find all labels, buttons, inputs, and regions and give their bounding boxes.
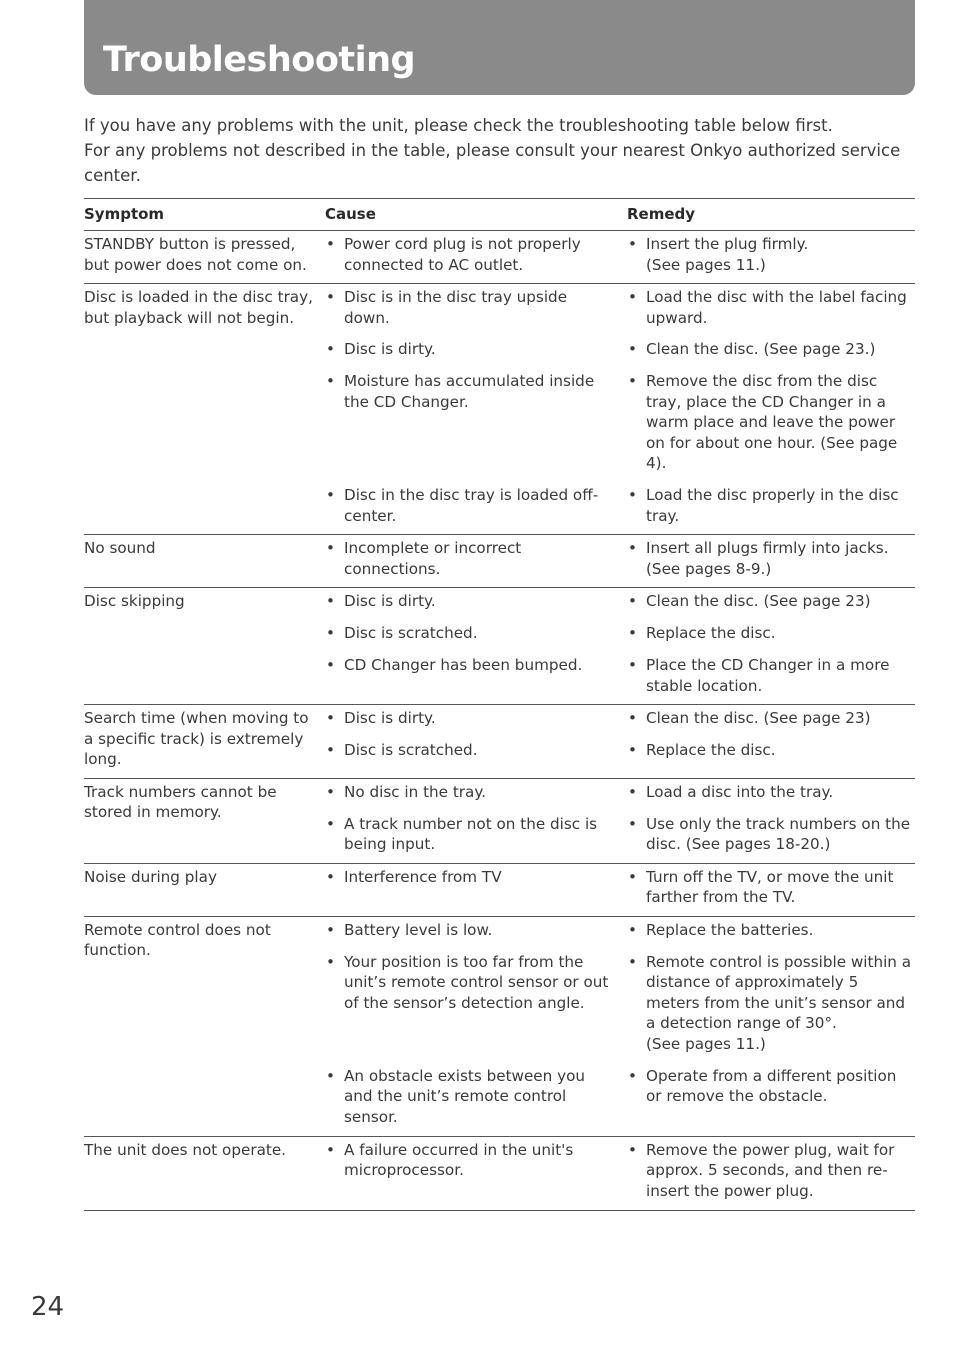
symptom-cell: Track numbers cannot be stored in memory. (84, 778, 325, 863)
remedy-cell (627, 1136, 915, 1210)
remedy-item: • Load the disc with the label facing upward. (627, 287, 915, 328)
cause-list (325, 1140, 627, 1202)
cause-item: • Battery level is low. (325, 920, 613, 941)
cause-item: • Disc in the disc tray is loaded off-center. (325, 485, 613, 526)
cause-cell (325, 863, 627, 916)
remedy-item: • Insert the plug firmly. (See pages 11.) (627, 234, 915, 275)
table-row (84, 863, 915, 916)
cause-item: • A failure occurred in the unit's microprocessor. (325, 1140, 613, 1202)
table-row (84, 1136, 915, 1210)
symptom-cell: Search time (when moving to a specific track) is extremely long. (84, 705, 325, 779)
remedy-item: • Remove the disc from the disc tray, place the CD Changer in a warm place and leave the power on for about one hour. (See page 4). (627, 371, 915, 474)
remedy-item: • Use only the track numbers on the disc. (See pages 18-20.) (627, 814, 915, 855)
remedy-list (627, 234, 915, 275)
remedy-item: • Remote control is possible within a distance of approximately 5 meters from the unit’s sensor and a detection range of 30°. (See pages 11.) (627, 952, 915, 1055)
cause-item: • Power cord plug is not properly connected to AC outlet. (325, 234, 613, 275)
troubleshooting-table (84, 198, 915, 1211)
remedy-item: • Insert all plugs firmly into jacks. (See pages 8-9.) (627, 538, 915, 579)
table-row (84, 284, 915, 535)
cause-item: • Your position is too far from the unit’s remote control sensor or out of the sensor’s detection angle. (325, 952, 613, 1055)
remedy-list (627, 867, 915, 908)
cause-cell (325, 916, 627, 1136)
symptom-cell: Disc skipping (84, 588, 325, 705)
cause-cell (325, 284, 627, 535)
cause-list (325, 287, 627, 526)
cause-item: • Disc is dirty. (325, 708, 613, 729)
remedy-list (627, 782, 915, 855)
column-header-symptom: Symptom (84, 199, 325, 231)
symptom-cell: STANDBY button is pressed, but power does not come on. (84, 231, 325, 284)
table-row (84, 535, 915, 588)
column-header-cause: Cause (325, 199, 627, 231)
remedy-item: • Replace the batteries. (627, 920, 915, 941)
table-body (84, 231, 915, 1211)
cause-cell (325, 535, 627, 588)
remedy-cell (627, 231, 915, 284)
symptom-cell: No sound (84, 535, 325, 588)
remedy-list (627, 920, 915, 1128)
remedy-cell (627, 705, 915, 779)
cause-list (325, 782, 627, 855)
cause-cell (325, 778, 627, 863)
remedy-item: • Remove the power plug, wait for approx. 5 seconds, and then re-insert the power plug. (627, 1140, 915, 1202)
remedy-item: • Place the CD Changer in a more stable location. (627, 655, 915, 696)
cause-item: • A track number not on the disc is being input. (325, 814, 613, 855)
cause-cell (325, 705, 627, 779)
cause-item: • No disc in the tray. (325, 782, 613, 803)
cause-cell (325, 231, 627, 284)
cause-item: • Disc is in the disc tray upside down. (325, 287, 613, 328)
remedy-cell (627, 284, 915, 535)
symptom-cell: The unit does not operate. (84, 1136, 325, 1210)
remedy-list (627, 1140, 915, 1202)
cause-cell (325, 588, 627, 705)
remedy-item: • Replace the disc. (627, 740, 915, 761)
cause-list (325, 867, 627, 908)
cause-item: • Disc is scratched. (325, 623, 613, 644)
remedy-list (627, 708, 915, 761)
table-row (84, 705, 915, 779)
cause-item: • An obstacle exists between you and the unit’s remote control sensor. (325, 1066, 613, 1128)
remedy-cell (627, 778, 915, 863)
remedy-list (627, 287, 915, 526)
symptom-cell: Noise during play (84, 863, 325, 916)
remedy-item: • Replace the disc. (627, 623, 915, 644)
remedy-cell (627, 916, 915, 1136)
cause-item: • Moisture has accumulated inside the CD Changer. (325, 371, 613, 474)
page-number: 24 (31, 1292, 65, 1322)
cause-item: • Interference from TV (325, 867, 613, 908)
page-title: Troubleshooting (103, 40, 416, 80)
table-row (84, 916, 915, 1136)
remedy-list (627, 538, 915, 579)
table-row (84, 588, 915, 705)
cause-item: • Incomplete or incorrect connections. (325, 538, 613, 579)
cause-item: • Disc is scratched. (325, 740, 613, 761)
remedy-cell (627, 863, 915, 916)
table-row (84, 231, 915, 284)
intro-text (84, 113, 914, 188)
remedy-item: • Operate from a different position or remove the obstacle. (627, 1066, 915, 1128)
table-row (84, 778, 915, 863)
remedy-item: • Clean the disc. (See page 23.) (627, 339, 915, 360)
cause-list (325, 708, 627, 761)
cause-item: • Disc is dirty. (325, 591, 613, 612)
remedy-item: • Turn off the TV, or move the unit farther from the TV. (627, 867, 915, 908)
symptom-cell: Remote control does not function. (84, 916, 325, 1136)
remedy-cell (627, 535, 915, 588)
cause-item: • CD Changer has been bumped. (325, 655, 613, 696)
cause-list (325, 234, 627, 275)
remedy-item: • Clean the disc. (See page 23) (627, 591, 915, 612)
intro-line-2: For any problems not described in the table, please consult your nearest Onkyo authorized service center. (84, 141, 901, 185)
header-row (84, 199, 915, 231)
cause-list (325, 538, 627, 579)
remedy-item: • Clean the disc. (See page 23) (627, 708, 915, 729)
column-header-remedy: Remedy (627, 199, 915, 231)
remedy-item: • Load a disc into the tray. (627, 782, 915, 803)
remedy-item: • Load the disc properly in the disc tray. (627, 485, 915, 526)
intro-line-1: If you have any problems with the unit, please check the troubleshooting table below first. (84, 116, 833, 135)
cause-item: • Disc is dirty. (325, 339, 613, 360)
symptom-cell: Disc is loaded in the disc tray, but playback will not begin. (84, 284, 325, 535)
cause-list (325, 591, 627, 696)
remedy-cell (627, 588, 915, 705)
table-header (84, 199, 915, 231)
title-banner (84, 0, 915, 95)
cause-list (325, 920, 627, 1128)
cause-cell (325, 1136, 627, 1210)
remedy-list (627, 591, 915, 696)
